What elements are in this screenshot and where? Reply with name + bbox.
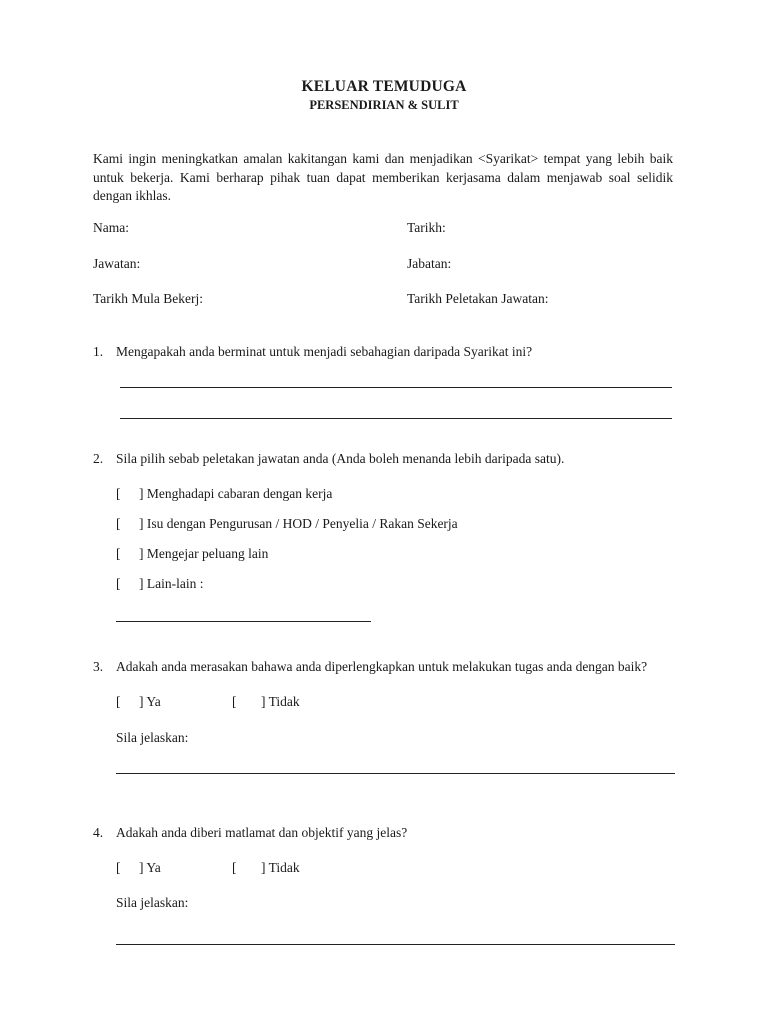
question-2-number: 2. — [93, 451, 104, 466]
intro-paragraph: Kami ingin meningkatkan amalan kakitangan kami dan menjadikan <Syarikat> tempat yang lebih baik untuk bekerja. Kami berharap pihak tuan dapat memberikan kerjasama dalam menjawab soal selidik dengan ikhlas. — [93, 151, 673, 203]
option-challenge: ] Menghadapi cabaran dengan kerja — [139, 486, 333, 501]
checkbox-open-bracket[interactable]: [ — [116, 546, 121, 561]
checkbox-open-bracket[interactable]: [ — [116, 486, 121, 501]
question-3-number: 3. — [93, 659, 104, 674]
question-4-text: Adakah anda diberi matlamat dan objektif yang jelas? — [116, 825, 408, 840]
resignation-date-label: Tarikh Peletakan Jawatan: — [407, 291, 549, 306]
checkbox-open-bracket[interactable]: [ — [116, 860, 121, 875]
department-label: Jabatan: — [407, 256, 452, 271]
explain-label: Sila jelaskan: — [116, 730, 189, 745]
explain-label: Sila jelaskan: — [116, 895, 189, 910]
form-title: KELUAR TEMUDUGA — [301, 78, 467, 95]
question-3-text: Adakah anda merasakan bahawa anda diperlengkapkan untuk melakukan tugas anda dengan baik? — [116, 659, 648, 674]
checkbox-open-bracket[interactable]: [ — [232, 860, 237, 875]
checkbox-open-bracket[interactable]: [ — [232, 694, 237, 709]
question-1-answer-line-1[interactable] — [120, 387, 672, 388]
option-other-opportunity: ] Mengejar peluang lain — [139, 546, 269, 561]
question-1-number: 1. — [93, 344, 104, 359]
position-label: Jawatan: — [93, 256, 141, 271]
question-4-number: 4. — [93, 825, 104, 840]
option-management-issue: ] Isu dengan Pengurusan / HOD / Penyelia / Rakan Sekerja — [139, 516, 458, 531]
others-answer-line[interactable] — [116, 621, 371, 622]
question-3-answer-line[interactable] — [116, 773, 675, 774]
question-1-text: Mengapakah anda berminat untuk menjadi sebahagian daripada Syarikat ini? — [116, 344, 533, 359]
checkbox-open-bracket[interactable]: [ — [116, 576, 121, 591]
option-no: ] Tidak — [261, 694, 300, 709]
question-4-answer-line[interactable] — [116, 944, 675, 945]
start-date-label: Tarikh Mula Bekerj: — [93, 291, 204, 306]
question-1-answer-line-2[interactable] — [120, 418, 672, 419]
name-label: Nama: — [93, 220, 129, 235]
question-2-text: Sila pilih sebab peletakan jawatan anda (Anda boleh menanda lebih daripada satu). — [116, 451, 565, 466]
checkbox-open-bracket[interactable]: [ — [116, 694, 121, 709]
option-no: ] Tidak — [261, 860, 300, 875]
form-subtitle: PERSENDIRIAN & SULIT — [309, 98, 459, 112]
option-yes: ] Ya — [139, 860, 161, 875]
date-label: Tarikh: — [407, 220, 446, 235]
checkbox-open-bracket[interactable]: [ — [116, 516, 121, 531]
option-yes: ] Ya — [139, 694, 161, 709]
option-others: ] Lain-lain : — [139, 576, 204, 591]
